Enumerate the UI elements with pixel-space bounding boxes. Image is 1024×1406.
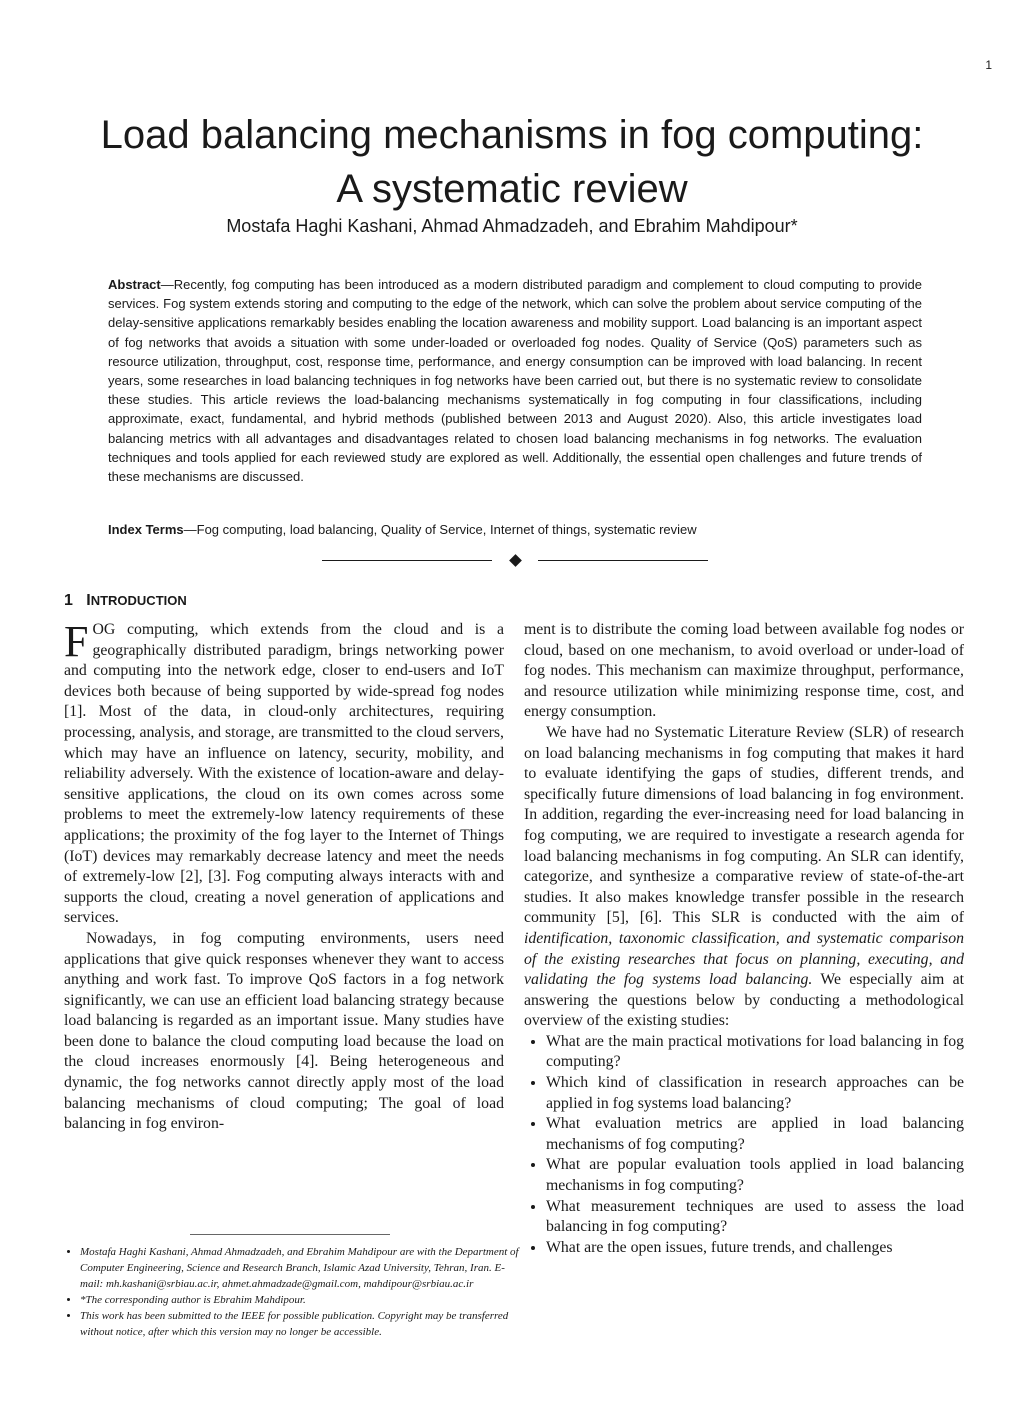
list-item: • What are the open issues, future trends, and challenges	[546, 1238, 964, 1259]
section-heading	[64, 592, 187, 610]
research-questions	[524, 1032, 964, 1259]
left-column	[64, 617, 504, 1135]
section-divider	[322, 552, 708, 568]
footnote-corresponding: • *The corresponding author is Ebrahim Mahdipour.	[80, 1292, 524, 1308]
footnote-affiliation: • Mostafa Haghi Kashani, Ahmad Ahmadzadeh, and Ebrahim Mahdipour are with the Department of Computer Engineering, Science and Research Branch, Islamic Azad University, Tehran, Iran. E-mail: mh.kashani@srbiau.ac.ir, ahmet.ahmadzade@gmail.com, mahdipour@srbiau.ac.ir	[80, 1244, 524, 1292]
title-line-2: A systematic review	[336, 167, 688, 211]
page-number: 1	[985, 58, 992, 72]
index-terms: Index Terms—Fog computing, load balancing, Quality of Service, Internet of things, systematic review	[108, 522, 697, 537]
paper-title	[0, 108, 1024, 216]
diamond-icon	[509, 554, 522, 567]
divider-rule-right	[538, 560, 708, 561]
author-list: Mostafa Haghi Kashani, Ahmad Ahmadzadeh, and Ebrahim Mahdipour*	[226, 216, 798, 236]
list-item: • What are the main practical motivations for load balancing in fog computing?	[546, 1032, 964, 1073]
footnote-rule	[190, 1234, 390, 1235]
abstract: Abstract—Recently, fog computing has been introduced as a modern distributed paradigm and complement to cloud computing to provide services. Fog system extends storing and computing to the edge of the network, which can solve the problem about service computing of the delay-sensitive applications remarkably besides enabling the location awareness and mobility support. Load balancing is an important aspect of fog networks that avoids a situation with some under-loaded or overloaded fog nodes. Quality of Service (QoS) parameters such as resource utilization, throughput, cost, response time, performance, and energy consumption can be improved with load balancing. In recent years, some researches in load balancing techniques in fog networks have been carried out, but there is no systematic review to consolidate these studies. This article reviews the load-balancing mechanisms systematically in fog computing in four classifications, including approximate, exact, fundamental, and hybrid methods (published between 2013 and August 2020). Also, this article investigates load balancing metrics with all advantages and disadvantages related to chosen load balancing mechanisms in fog networks. The evaluation techniques and tools applied for each reviewed study are explored as well. Additionally, the essential open challenges and future trends of these mechanisms are discussed.	[108, 277, 922, 485]
list-item: • What measurement techniques are used to assess the load balancing in fog computing?	[546, 1197, 964, 1238]
list-item: • Which kind of classification in research approaches can be applied in fog systems load balancing?	[546, 1073, 964, 1114]
p4-start: We have had no Systematic Literature Review (SLR) of research on load balancing mechanisms in fog computing that makes it hard to evaluate identifying the gaps of studies, different trends, and specifically future dimensions of load balancing in fog environment. In addition, regarding the ever-increasing need for load balancing in fog computing, we are required to investigate a research agenda for load balancing mechanisms in fog computing. An SLR can identify, categorize, and synthesize a comparative review of state-of-the-art studies. It also makes knowledge transfer possible in the research community [5], [6]. This SLR is conducted with the aim of	[524, 723, 964, 927]
intro-paragraph-3: ment is to distribute the coming load between available fog nodes or cloud, based on one mechanism, to avoid overload or under-load of fog nodes. This mechanism can maximize throughput, performance, and resource utilization while minimizing response time, cost, and energy consumption.	[524, 621, 964, 721]
abstract-label: Abstract	[108, 277, 161, 292]
index-terms-text: Fog computing, load balancing, Quality of Service, Internet of things, systematic review	[196, 522, 697, 537]
list-item: • What are popular evaluation tools applied in load balancing mechanisms in fog computing?	[546, 1155, 964, 1196]
abstract-text: Recently, fog computing has been introduced as a modern distributed paradigm and complement to cloud computing to provide services. Fog system extends storing and computing to the edge of the network, which can solve the problem about service computing of the delay-sensitive applications remarkably besides enabling the location awareness and mobility support. Load balancing is an important aspect of fog networks that avoids a situation with some under-loaded or overloaded fog nodes. Quality of Service (QoS) parameters such as resource utilization, throughput, cost, response time, performance, and energy consumption can be improved with load balancing. In recent years, some researches in load balancing techniques in fog networks have been carried out, but there is no systematic review to consolidate these studies. This article reviews the load-balancing mechanisms systematically in fog computing in four classifications, including approximate, exact, fundamental, and hybrid methods (published between 2013 and August 2020). Also, this article investigates load balancing metrics with all advantages and disadvantages related to chosen load balancing mechanisms in fog networks. The evaluation techniques and tools applied for each reviewed study are explored as well. Additionally, the essential open challenges and future trends of these mechanisms are discussed.	[108, 277, 922, 485]
drop-cap: F	[64, 617, 89, 666]
intro-paragraph-2: Nowadays, in fog computing environments, users need applications that give quick responses whenever they want to access anything and work fast. To improve QoS factors in a fog network significantly, we can use an efficient load balancing strategy because load balancing is regarded as an important issue. Many studies have been done to balance the cloud computing load because the load on the cloud increases enormously [4]. Being heterogeneous and dynamic, the fog networks cannot directly apply most of the load balancing mechanisms of cloud computing; The goal of load balancing in fog environ-	[64, 929, 504, 1133]
p4-italic: identification, taxonomic classification, and systematic comparison of the existing researches that focus on planning, executing, and validating the fog systems load balancing.	[524, 929, 964, 989]
section-number: 1	[64, 592, 73, 609]
right-column	[524, 620, 964, 1258]
section-title-initial: I	[86, 592, 91, 609]
intro-paragraph-1	[64, 617, 504, 929]
divider-rule-left	[322, 560, 492, 561]
intro-paragraph-4	[524, 723, 964, 1032]
footnotes	[64, 1244, 524, 1340]
footnote-copyright: • This work has been submitted to the IEEE for possible publication. Copyright may be transferred without notice, after which this version may no longer be accessible.	[80, 1308, 524, 1340]
p4-end: We especially aim at answering the questions below by conducting a methodological overview of the existing studies:	[524, 971, 964, 1030]
intro-paragraph-1-text: OG computing, which extends from the cloud and is a geographically distributed paradigm, brings networking power and computing into the network edge, closer to end-users and IoT devices both because of being supported by wide-spread fog nodes [1]. Most of the data, in cloud-only architectures, requiring processing, analysis, and storage, are transmitted to the cloud servers, which may have an influence on latency, security, mobility, and reliability adversely. With the existence of location-aware and delay-sensitive applications, the cloud on its own comes across some problems to meet the extremely-low latency requirements of these applications; the proximity of the fog layer to the Internet of Things (IoT) devices may remarkably decrease latency and meet the needs of extremely-low [2], [3]. Fog computing always interacts with and supports the cloud, creating a novel generation of applications and services.	[64, 621, 504, 927]
list-item: • What evaluation metrics are applied in load balancing mechanisms of fog computing?	[546, 1114, 964, 1155]
section-title-rest: NTRODUCTION	[90, 593, 187, 608]
index-terms-label: Index Terms	[108, 522, 184, 537]
title-line-1: Load balancing mechanisms in fog computing:	[100, 113, 924, 157]
